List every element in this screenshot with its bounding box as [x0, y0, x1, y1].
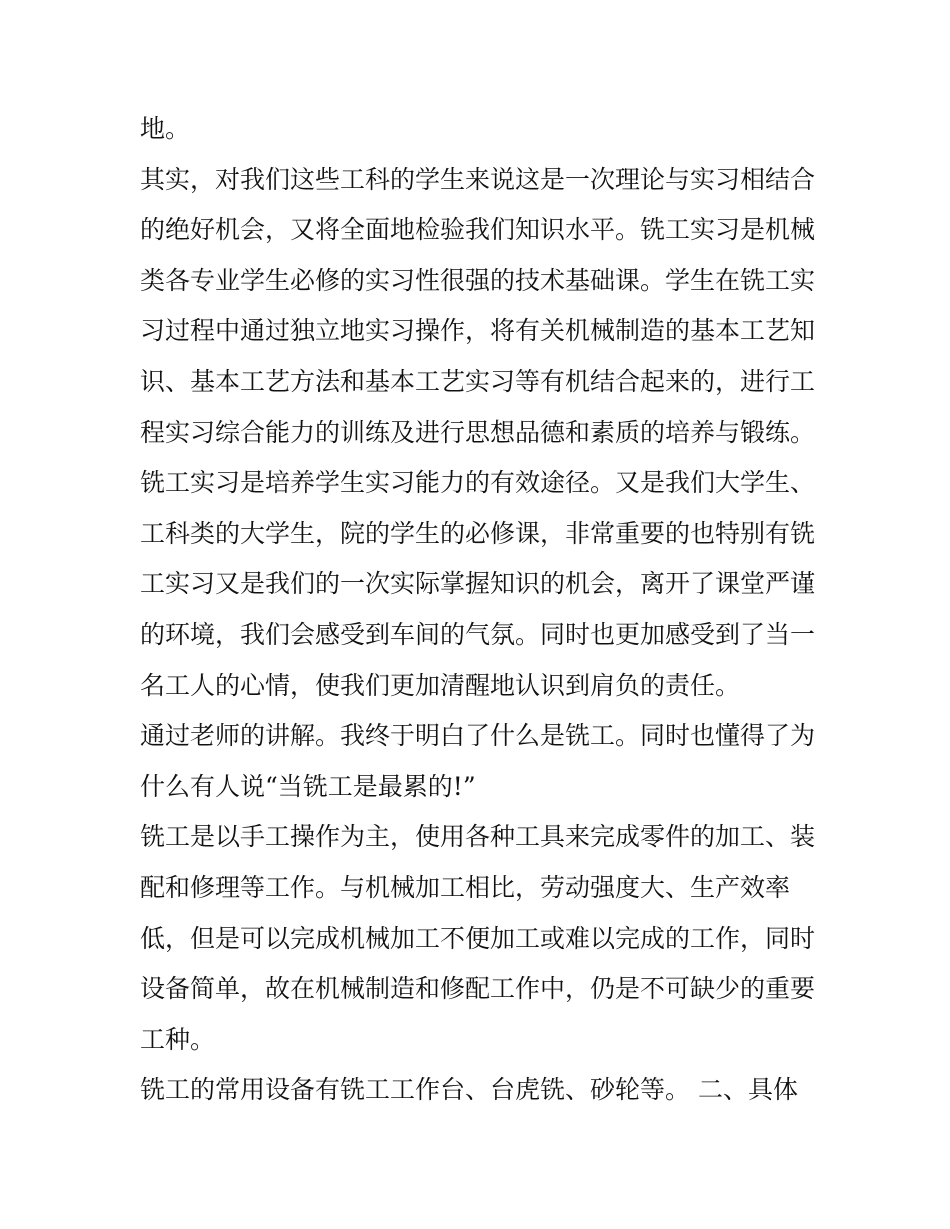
text-line: 铣工是以手工操作为主，使用各种工具来完成零件的加工、装 [140, 822, 816, 852]
text-line: 类各专业学生必修的实习性很强的技术基础课。学生在铣工实 [140, 265, 816, 295]
text-line: 程实习综合能力的训练及进行思想品德和素质的培养与锻练。 [140, 417, 816, 447]
text-line: 设备简单，故在机械制造和修配工作中，仍是不可缺少的重要 [140, 974, 816, 1004]
text-line: 工科类的大学生，院的学生的必修课，非常重要的也特别有铣 [140, 518, 816, 548]
body-text [140, 104, 830, 1116]
text-line: 铣工的常用设备有铣工工作台、台虎铣、砂轮等。 二、具体 [140, 1075, 798, 1105]
text-line: 铣工实习是培养学生实习能力的有效途径。又是我们大学生、 [140, 468, 816, 498]
text-line: 习过程中通过独立地实习操作，将有关机械制造的基本工艺知 [140, 316, 816, 346]
text-line: 的环境，我们会感受到车间的气氛。同时也更加感受到了当一 [140, 619, 816, 649]
text-line: 其实，对我们这些工科的学生来说这是一次理论与实习相结合 [140, 164, 816, 194]
text-line: 低，但是可以完成机械加工不便加工或难以完成的工作，同时 [140, 923, 816, 953]
text-line: 地。 [140, 114, 191, 143]
text-line: 名工人的心情，使我们更加清醒地认识到肩负的责任。 [140, 670, 741, 700]
text-line: 工种。 [140, 1024, 216, 1054]
text-line: 什么有人说“当铣工是最累的!” [140, 771, 476, 801]
text-line: 的绝好机会，又将全面地检验我们知识水平。铣工实习是机械 [140, 215, 816, 245]
text-line: 通过老师的讲解。我终于明白了什么是铣工。同时也懂得了为 [140, 721, 816, 751]
text-line: 工实习又是我们的一次实际掌握知识的机会，离开了课堂严谨 [140, 569, 816, 599]
text-line: 配和修理等工作。与机械加工相比，劳动强度大、生产效率 [140, 872, 791, 902]
text-line: 识、基本工艺方法和基本工艺实习等有机结合起来的，进行工 [140, 366, 816, 396]
